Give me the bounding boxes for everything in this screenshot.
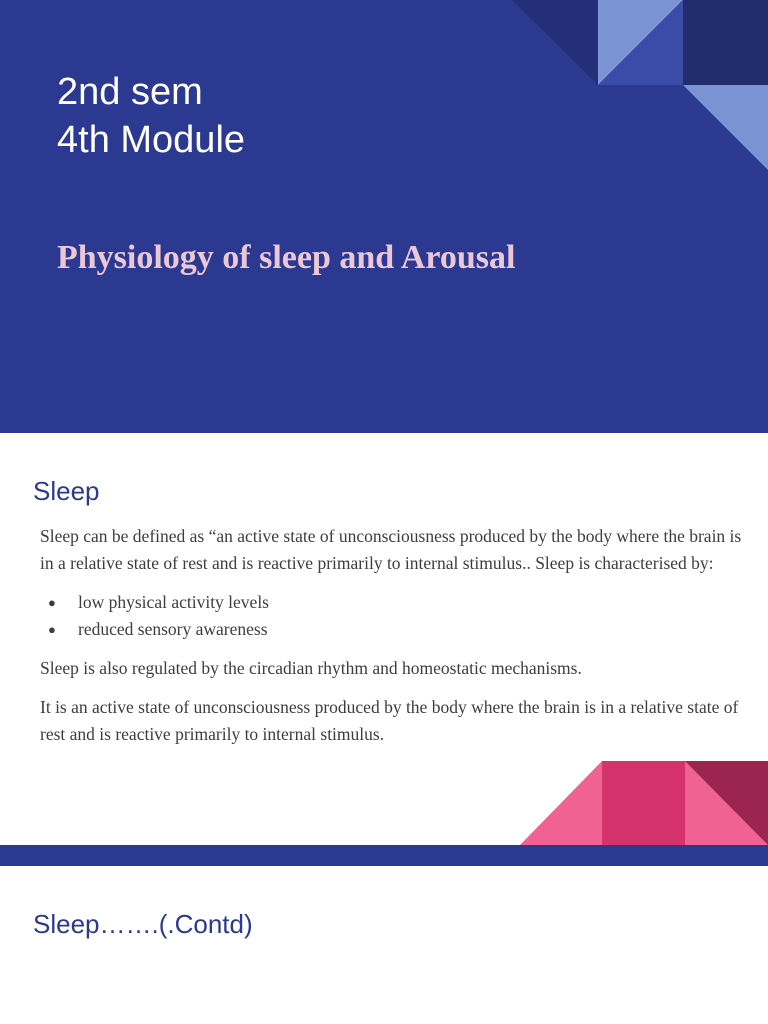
list-item-text: reduced sensory awareness: [78, 619, 268, 639]
characteristics-list: [40, 589, 755, 643]
regulation-paragraph: Sleep is also regulated by the circadian rhythm and homeostatic mechanisms.: [40, 658, 582, 678]
slide-body: [40, 523, 755, 760]
title-slide-decoration: [0, 0, 768, 433]
decor-triangle-dark: [512, 0, 598, 85]
slide-subtitle: Physiology of sleep and Arousal: [57, 239, 516, 276]
decor-square-dark: [683, 0, 768, 85]
sleep-slide: [0, 433, 768, 845]
title-slide: [0, 0, 768, 433]
slide-divider: [0, 845, 768, 866]
decor-square-rose: [602, 761, 685, 845]
title-line-module: 4th Module: [57, 119, 246, 161]
summary-paragraph: It is an active state of unconsciousness produced by the body where the brain is in a relative state of rest and is reactive primarily to internal stimulus.: [40, 697, 739, 744]
decor-triangle-light-lower: [683, 85, 768, 170]
sleep-contd-slide: [0, 866, 768, 1024]
slide-heading: Sleep…….(.Contd): [33, 909, 253, 939]
slide-heading: Sleep: [33, 476, 100, 506]
list-item-text: low physical activity levels: [78, 592, 269, 612]
bullet-dot-icon: ●: [48, 622, 56, 637]
title-line-semester: 2nd sem: [57, 71, 203, 113]
list-item: [40, 616, 755, 643]
bullet-dot-icon: ●: [48, 595, 56, 610]
definition-paragraph: Sleep can be defined as “an active state of unconsciousness produced by the body where the brain is in a relative state of rest and is reactive primarily to internal stimulus.. Sleep is characterised by:: [40, 526, 742, 573]
decor-triangle-pink: [520, 761, 602, 845]
list-item: [40, 589, 755, 616]
